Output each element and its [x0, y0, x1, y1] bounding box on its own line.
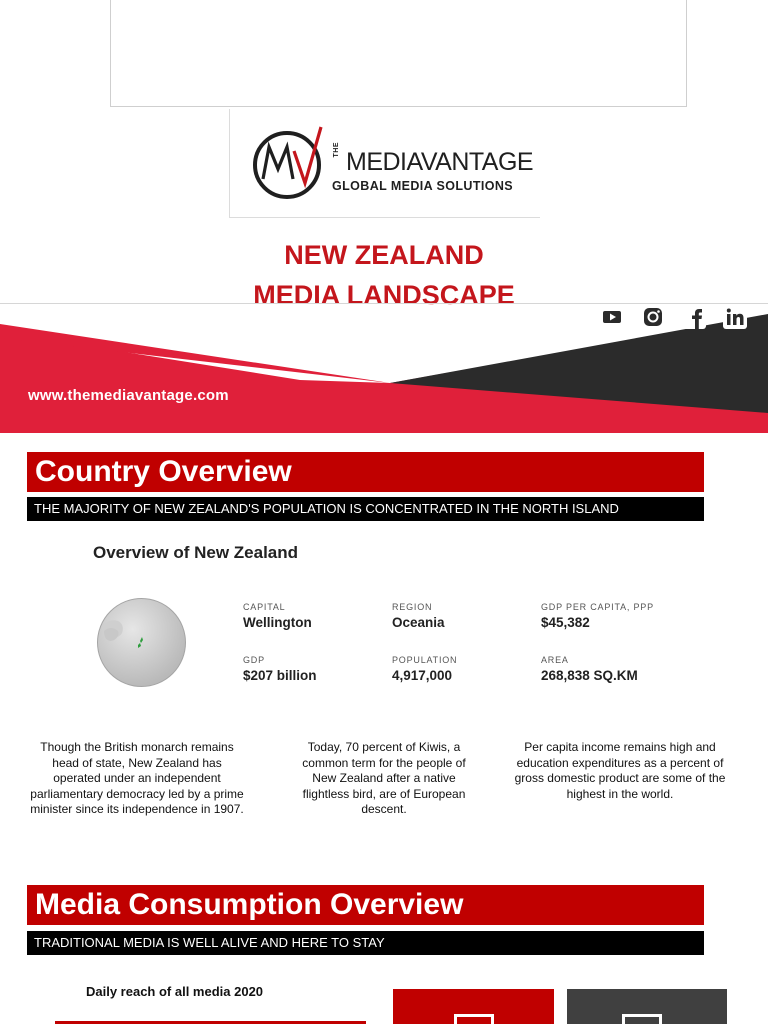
fact-region: [392, 602, 445, 630]
instagram-icon[interactable]: [640, 304, 666, 330]
logo-brand-part2: VANTAGE: [420, 148, 534, 176]
fact-region-value: Oceania: [392, 615, 445, 630]
fact-capital: [243, 602, 312, 630]
fact-population-label: POPULATION: [392, 655, 458, 665]
youtube-icon[interactable]: [599, 304, 625, 330]
title-line-1: NEW ZEALAND: [284, 240, 484, 270]
overview-paragraph-2: Today, 70 percent of Kiwis, a common term for the people of New Zealand after a native flightless bird, are of European descent.: [302, 740, 466, 816]
fact-gdp-label: GDP: [243, 655, 265, 665]
fact-population-value: 4,917,000: [392, 668, 453, 683]
media-consumption-subheading: TRADITIONAL MEDIA IS WELL ALIVE AND HERE TO STAY: [27, 931, 704, 955]
country-overview-heading: Country Overview: [27, 452, 704, 492]
fact-gdp-per-capita: [541, 602, 654, 630]
fact-gdp-per-capita-label: GDP PER CAPITA, PPP: [541, 602, 654, 612]
logo-brand-name: [346, 148, 533, 177]
overview-paragraph-1: Though the British monarch remains head of state, New Zealand has operated under an independent parliamentary democracy led by a prime minister since its independence in 1907.: [30, 740, 244, 816]
media-consumption-heading: Media Consumption Overview: [27, 885, 704, 925]
fact-gdp-value: $207 billion: [243, 668, 317, 683]
fact-capital-value: Wellington: [243, 615, 312, 630]
title-line-2: MEDIA LANDSCAPE: [253, 280, 515, 310]
country-overview-subheading: THE MAJORITY OF NEW ZEALAND'S POPULATION IS CONCENTRATED IN THE NORTH ISLAND: [27, 497, 704, 521]
fact-area-label: AREA: [541, 655, 569, 665]
fact-capital-label: CAPITAL: [243, 602, 286, 612]
fact-region-label: REGION: [392, 602, 433, 612]
daily-reach-title: Daily reach of all media 2020: [86, 984, 264, 999]
fact-area: [541, 655, 638, 683]
fact-gdp-per-capita-value: $45,382: [541, 615, 590, 630]
facebook-icon[interactable]: [681, 304, 707, 330]
screen-icon: [622, 1014, 662, 1024]
overview-paragraph-3: Per capita income remains high and education expenditures as a percent of gross domestic product are some of the highest in the world.: [514, 740, 726, 801]
overview-panel-title: Overview of New Zealand: [93, 543, 299, 562]
fact-gdp: [243, 655, 317, 683]
fact-area-value: 268,838 SQ.KM: [541, 668, 638, 683]
top-frame: [110, 0, 687, 107]
globe-map-icon: [96, 597, 187, 688]
website-banner: [0, 303, 768, 433]
logo-brand-part1: MEDIA: [346, 148, 421, 176]
device-icon: [454, 1014, 494, 1024]
linkedin-icon[interactable]: [722, 304, 748, 330]
fact-population: [392, 655, 457, 683]
logo-the-text: THE: [333, 142, 340, 158]
logo-tagline: GLOBAL MEDIA SOLUTIONS: [332, 179, 514, 193]
website-link[interactable]: www.themediavantage.com: [28, 387, 229, 404]
